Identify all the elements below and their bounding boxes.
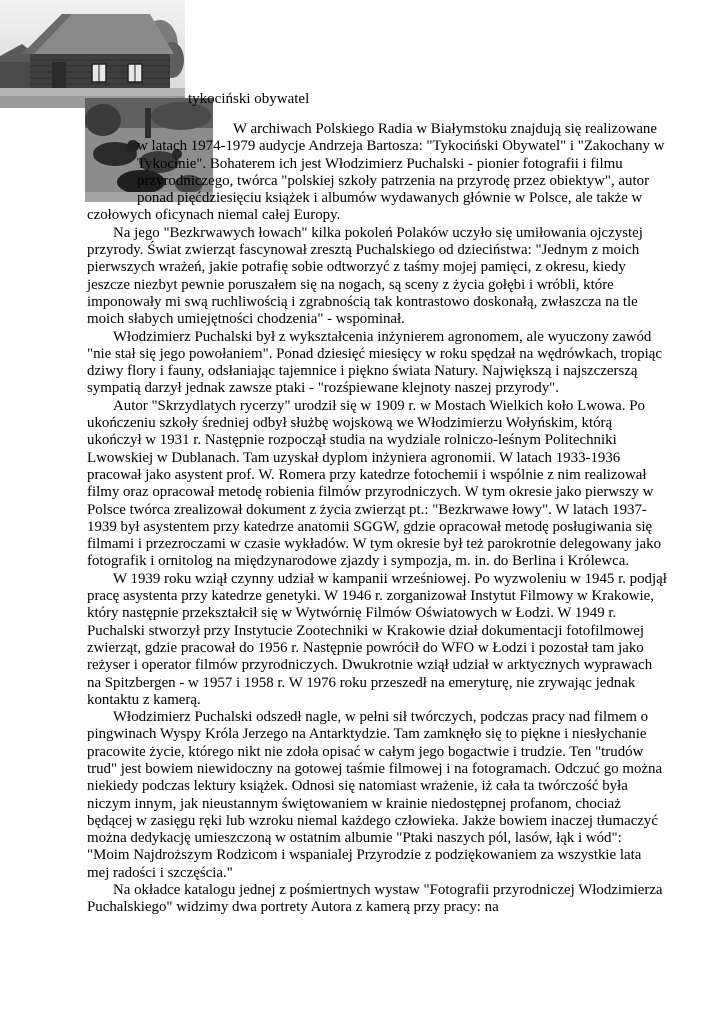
article-body bbox=[87, 121, 667, 917]
image-wrap-spacer bbox=[87, 121, 137, 207]
paragraph: Włodzimierz Puchalski odszedł nagle, w pełni sił twórczych, podczas pracy nad filmem o pingwinach Wyspy Króla Jerzego na Antarktydzie. Tam zamknęło się to piękne i niesłychanie pracowite życie, którego nikt nie zdoła opisać w całym jego bogactwie i trudzie. Ten "trudów trud" jest bowiem niewidoczny na gotowej taśmie filmowej i na fotogramach. Odczuć go można niekiedy podczas lektury książek. Odnosi się natomiast wrażenie, iż cała ta twórczość była niczym innym, jak nieustannym świętowaniem w krainie niedostępnej profanom, chociaż będącej w zasięgu ręki lub wzroku niemal każdego człowieka. Jakże bowiem inaczej tłumaczyć można dedykację umieszczoną w ostatnim albumie "Ptaki naszych pól, lasów, łąk i wód": "Moim Najdroższym Rodzicom i wspanialej Przyrodzie z podziękowaniem za wszystkie lata mej radości i szczęścia." bbox=[87, 709, 663, 881]
village-house-photo bbox=[0, 0, 185, 108]
photo-caption: tykociński obywatel bbox=[188, 91, 310, 107]
paragraph-text: W archiwach Polskiego Radia w Białymstoku znajdują się realizowane w latach 1974-1979 audycje Andrzeja Bartosza: "Tykociński Obywatel" i "Zakochany w Tykocinie". Bohaterem ich jest Włodzimierz Puchalski - pionier fotografii i filmu przyrodniczego, twórca "polskiej szkoły patrzenia na przyrodę przez obiektyw", autor ponad pięćdziesięciu książek i albumów wydawanych głównie w Polsce, ale także w czołowych oficynach niemal całej Europy. bbox=[87, 121, 665, 224]
paragraph: W 1939 roku wziął czynny udział w kampanii wrześniowej. Po wyzwoleniu w 1945 r. podjął pracę asystenta przy katedrze genetyki. W 1946 r. zorganizował Instytut Filmowy w Krakowie, który następnie przekształcił się w Wytwórnię Filmów Oświatowych w Łodzi. W 1949 r. Puchalski stworzył przy Instytucie Zootechniki w Krakowie dział dokumentacji fotofilmowej zwierząt, gdzie pracował do 1956 r. Następnie powrócił do WFO w Łodzi i pozostał tam jako reżyser i operator filmów przyrodniczych. Dwukrotnie wziął udział w arktycznych wyprawach na Spitzbergen - w 1957 i 1958 r. W 1976 roku przeszedł na emeryturę, nie zrywając jednak kontaktu z kamerą. bbox=[87, 570, 667, 708]
paragraph: Na jego "Bezkrwawych łowach" kilka pokoleń Polaków uczyło się umiłowania ojczystej przyrody. Świat zwierząt fascynował zresztą Puchalskiego od dzieciństwa: "Jednym z moich pierwszych wrażeń, jakie potrafię sobie odtworzyć z taśmy mojej pamięci, z okresu, kiedy jeszcze niezbyt pewnie poruszałem się na nogach, są sceny z życia gołębi i wróbli, które imponowały mi swą ruchliwością i zgrabnością tak kontrastowo doskonałą, zwłaszcza na tle moich słabych umiejętności chodzenia" - wspominał. bbox=[87, 224, 643, 328]
paragraph bbox=[87, 121, 667, 225]
paragraph: Autor "Skrzydlatych rycerzy" urodził się w 1909 r. w Mostach Wielkich koło Lwowa. Po ukończeniu szkoły średniej odbył służbę wojskową we Włodzimierzu Wołyńskim, którą ukończył w 1931 r. Następnie rozpoczął studia na wydziale rolniczo-leśnym Politechniki Lwowskiej w Dublanach. Tam uzyskał dyplom inżyniera agronomii. W latach 1933-1936 pracował jako asystent prof. W. Romera przy katedrze fotochemii i wspólnie z nim realizował filmy oraz opracował metodę robienia filmów przyrodniczych. W tym okresie jako pierwszy w Polsce twórca zrealizował dokument z życia zwierząt pt.: "Bezkrwawe łowy". W latach 1937-1939 był asystentem przy katedrze anatomii SGGW, gdzie opracował metodę posługiwania się filmami i przezroczami w czasie wykładów. W tym okresie był też parokrotnie delegowany jako fotografik i ornitolog na międzynarodowe zjazdy i sympozja, m. in. do Berlina i Królewca. bbox=[87, 397, 662, 570]
paragraph: Włodzimierz Puchalski był z wykształcenia inżynierem agronomem, ale wyuczony zawód "nie stał się jego powołaniem". Ponad dziesięć miesięcy w roku spędzał na wędrówkach, tropiąc dziwy flory i fauny, odsłaniając tajemnice i piękno świata Natury. Największą i najszczerszą sympatią darzył jednak zawsze ptaki - "rozśpiewane klejnoty naszej przyrody". bbox=[87, 328, 662, 397]
paragraph: Na okładce katalogu jednej z pośmiertnych wystaw "Fotografii przyrodniczej Włodzimierza Puchalskiego" widzimy dwa portrety Autora z kamerą przy pracy: na bbox=[87, 882, 663, 916]
